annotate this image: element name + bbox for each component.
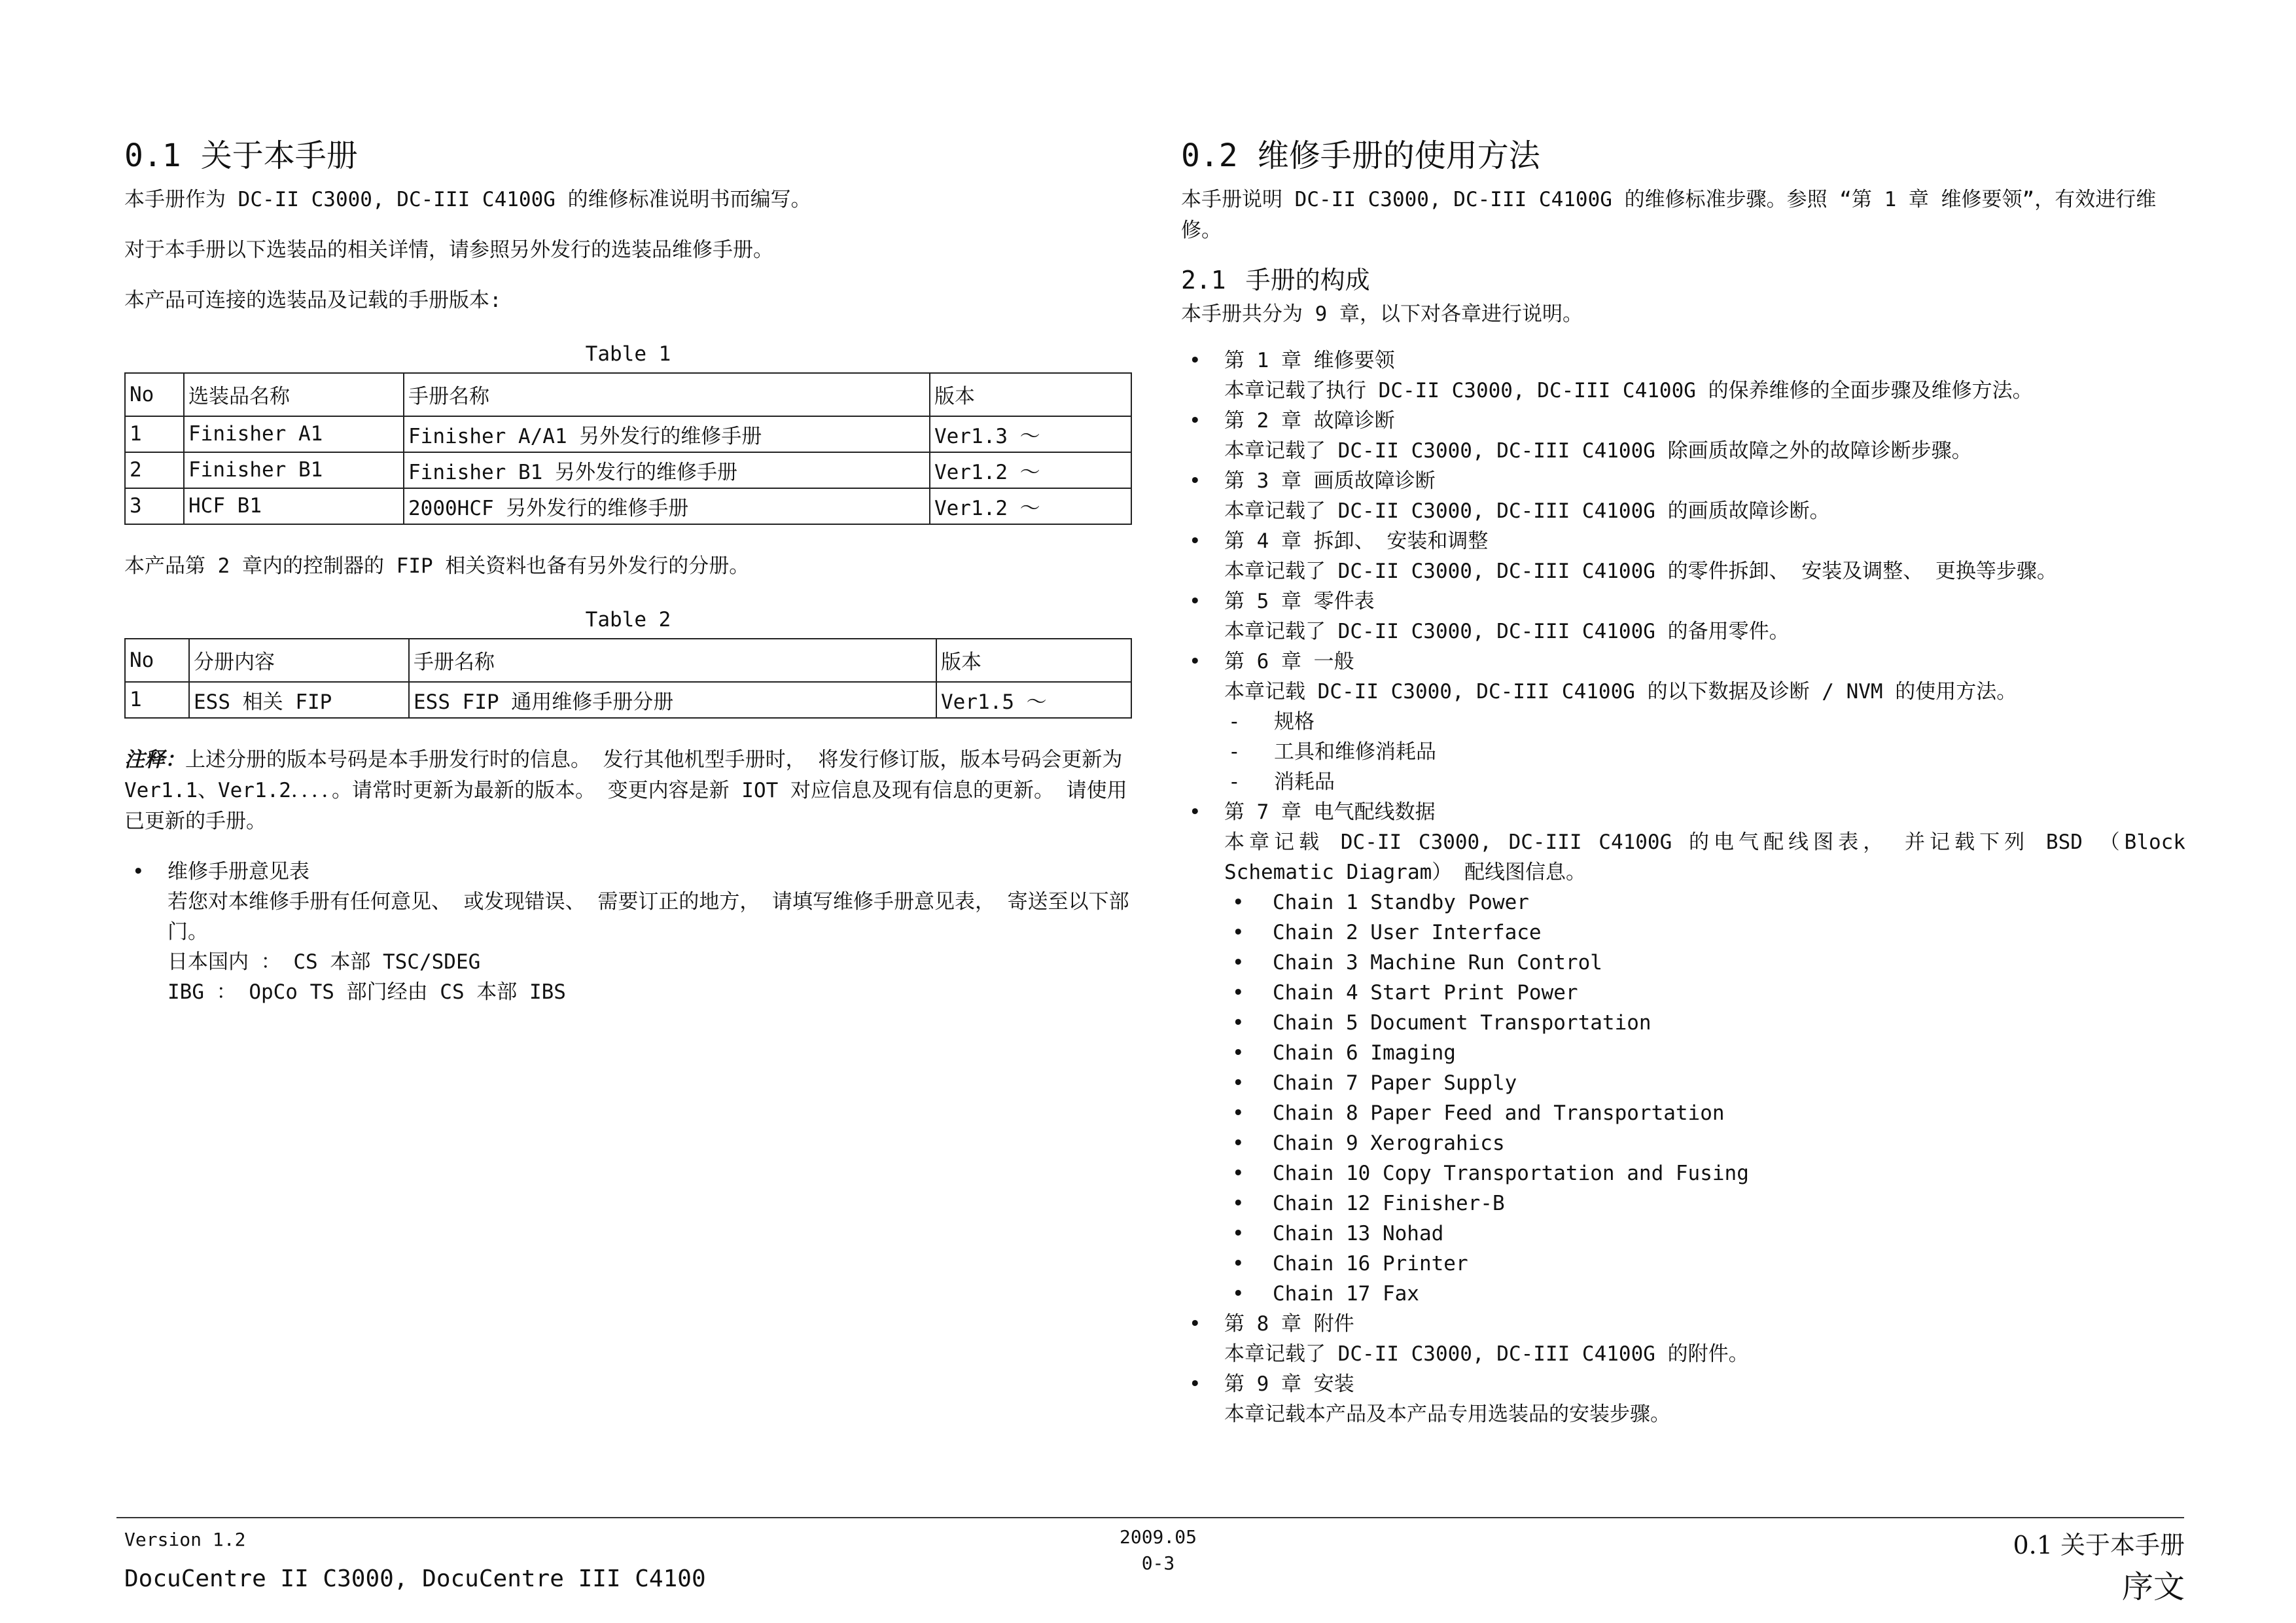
list-item: • Chain 16 Printer <box>1224 1249 2185 1279</box>
table-cell: Finisher A/A1 另外发行的维修手册 <box>404 416 930 452</box>
table-row <box>125 682 1131 718</box>
table-cell: Ver1.2 ～ <box>930 488 1131 524</box>
list-item: • Chain 3 Machine Run Control <box>1224 948 2185 978</box>
chapter-desc: 本章记载了 DC-II C3000, DC-III C4100G 的零件拆卸、 安装及调整、 更换等步骤。 <box>1224 560 2057 584</box>
connectable-paragraph: 本产品可连接的选装品及记载的手册版本: <box>124 288 502 312</box>
list-item: • Chain 4 Start Print Power <box>1224 978 2185 1008</box>
table-header-cell: 选装品名称 <box>184 373 404 416</box>
table2-caption: Table 2 <box>585 607 671 632</box>
list-item: • Chain 17 Fax <box>1224 1279 2185 1309</box>
table-cell: 3 <box>125 488 184 524</box>
list-item <box>1181 1309 2185 1369</box>
footer-chapter: 序文 <box>2121 1569 2185 1605</box>
general-sublist <box>1224 707 2185 797</box>
footer-date: 2009.05 <box>1119 1526 1197 1548</box>
feedback-title: • 维修手册意见表 <box>168 859 309 883</box>
feedback-text: 若您对本维修手册有任何意见、 或发现错误、 需要订正的地方， 请填写维修手册意见表， 寄送至以下部门。 <box>168 889 1129 944</box>
chapter-title: • 第 3 章 画质故障诊断 <box>1224 469 1436 493</box>
chapter-desc: 本章记载了 DC-II C3000, DC-III C4100G 除画质故障之外的故障诊断步骤。 <box>1224 439 1972 463</box>
chapter-title: • 第 6 章 一般 <box>1224 650 1354 674</box>
feedback-japan: 日本国内 ： CS 本部 TSC/SDEG <box>168 950 481 974</box>
list-item <box>1181 466 2185 526</box>
list-item: • Chain 6 Imaging <box>1224 1038 2185 1068</box>
subsection-heading-2-1 <box>1181 266 2185 296</box>
chapter-title: • 第 1 章 维修要领 <box>1224 349 1395 373</box>
right-column <box>1181 137 2185 1429</box>
chapter-desc: 本章记载了 DC-II C3000, DC-III C4100G 的画质故障诊断。 <box>1224 499 1830 524</box>
table1-caption: Table 1 <box>585 342 671 366</box>
chapter-title: • 第 5 章 零件表 <box>1224 590 1375 614</box>
list-item: - 工具和维修消耗品 <box>1224 737 2185 767</box>
list-item: • Chain 1 Standby Power <box>1224 887 2185 918</box>
note-text: 上述分册的版本号码是本手册发行时的信息。 发行其他机型手册时， 将发行修订版，版本号码会更新为 Ver1.1、Ver1.2．．．．。请常时更新为最新的版本。 变更内容是新 IOT 对应信息及现有信息的更新。 请使用已更新的手册。 <box>124 747 1127 833</box>
table-header-cell: 手册名称 <box>409 639 936 682</box>
footer-product: DocuCentre II C3000, DocuCentre III C4100 <box>124 1565 706 1592</box>
chapter-title: • 第 4 章 拆卸、 安装和调整 <box>1224 529 1489 554</box>
table-header-row <box>125 639 1131 682</box>
table-header-cell: No <box>125 639 189 682</box>
section-heading-0-1 <box>124 137 1132 175</box>
note-paragraph <box>124 745 1132 837</box>
table-row <box>125 452 1131 488</box>
note-label: 注释： <box>124 747 185 772</box>
footer-section: 0.1 关于本手册 <box>2013 1531 2185 1560</box>
list-item: • Chain 9 Xerograhics <box>1224 1128 2185 1158</box>
table-header-cell: 版本 <box>936 639 1131 682</box>
structure-paragraph: 本手册共分为 9 章，以下对各章进行说明。 <box>1181 302 1583 327</box>
list-item <box>1181 346 2185 406</box>
heading-number: 0.1 <box>124 137 181 174</box>
chain-list <box>1224 887 2185 1309</box>
table-header-cell: 手册名称 <box>404 373 930 416</box>
list-item: • Chain 13 Nohad <box>1224 1219 2185 1249</box>
table-cell: 1 <box>125 682 189 718</box>
list-item <box>1181 647 2185 797</box>
table-header-cell: 分册内容 <box>189 639 409 682</box>
chapter-desc: 本章记载了执行 DC-II C3000, DC-III C4100G 的保养维修的全面步骤及维修方法。 <box>1224 379 2033 403</box>
list-item: • Chain 12 Finisher-B <box>1224 1188 2185 1219</box>
intro-paragraph: 本手册作为 DC-II C3000, DC-III C4100G 的维修标准说明书而编写。 <box>124 187 811 211</box>
list-item: • Chain 10 Copy Transportation and Fusing <box>1224 1158 2185 1188</box>
chapter-title: • 第 9 章 安装 <box>1224 1372 1354 1397</box>
table-header-cell: No <box>125 373 184 416</box>
feedback-ibg: IBG ： OpCo TS 部门经由 CS 本部 IBS <box>168 980 566 1004</box>
list-item <box>1181 797 2185 1309</box>
list-item <box>124 857 1132 1007</box>
list-item: • Chain 7 Paper Supply <box>1224 1068 2185 1098</box>
feedback-list <box>124 857 1132 1007</box>
subheading-number: 2.1 <box>1181 265 1226 294</box>
left-column <box>124 137 1132 1007</box>
heading-text: 关于本手册 <box>200 137 358 174</box>
chapter-title: • 第 2 章 故障诊断 <box>1224 409 1395 433</box>
options-paragraph: 对于本手册以下选装品的相关详情，请参照另外发行的选装品维修手册。 <box>124 238 773 262</box>
table-cell: Finisher B1 <box>184 452 404 488</box>
table-row <box>125 488 1131 524</box>
table-cell: Ver1.2 ～ <box>930 452 1131 488</box>
table-header-cell: 版本 <box>930 373 1131 416</box>
table-cell: HCF B1 <box>184 488 404 524</box>
list-item: - 消耗品 <box>1224 767 2185 797</box>
table-header-row <box>125 373 1131 416</box>
list-item: • Chain 5 Document Transportation <box>1224 1008 2185 1038</box>
table-cell: 2 <box>125 452 184 488</box>
list-item: • Chain 2 User Interface <box>1224 918 2185 948</box>
list-item: - 规格 <box>1224 707 2185 737</box>
chapter-title: • 第 8 章 附件 <box>1224 1312 1354 1336</box>
table-cell: ESS FIP 通用维修手册分册 <box>409 682 936 718</box>
list-item <box>1181 586 2185 647</box>
table2 <box>124 638 1132 719</box>
table-cell: Finisher A1 <box>184 416 404 452</box>
chapter-desc: 本章记载了 DC-II C3000, DC-III C4100G 的附件。 <box>1224 1342 1749 1366</box>
table-cell: Ver1.3 ～ <box>930 416 1131 452</box>
footer-version: Version 1.2 <box>124 1529 246 1550</box>
list-item: • Chain 8 Paper Feed and Transportation <box>1224 1098 2185 1128</box>
table-cell: 1 <box>125 416 184 452</box>
chapter-desc: 本章记载本产品及本产品专用选装品的安装步骤。 <box>1224 1402 1670 1427</box>
list-item <box>1181 526 2185 586</box>
footer-page-number: 0-3 <box>1141 1552 1175 1574</box>
chapter-desc: 本章记载 DC-II C3000, DC-III C4100G 的以下数据及诊断 / NVM 的使用方法。 <box>1224 680 2017 704</box>
table-cell: Ver1.5 ～ <box>936 682 1131 718</box>
footer-divider <box>116 1517 2184 1518</box>
usage-paragraph: 本手册说明 DC-II C3000, DC-III C4100G 的维修标准步骤。参照 “第 1 章 维修要领”，有效进行维修。 <box>1181 187 2157 242</box>
fip-paragraph: 本产品第 2 章内的控制器的 FIP 相关资料也备有另外发行的分册。 <box>124 554 750 578</box>
heading-text: 维修手册的使用方法 <box>1257 137 1540 174</box>
chapter-title: • 第 7 章 电气配线数据 <box>1224 800 1436 825</box>
subheading-text: 手册的构成 <box>1245 265 1370 294</box>
table-row <box>125 416 1131 452</box>
chapter-desc: 本章记载 DC-II C3000, DC-III C4100G 的电气配线图表， 并记载下列 BSD （Block Schematic Diagram） 配线图信息。 <box>1224 830 2185 885</box>
heading-number: 0.2 <box>1181 137 1238 174</box>
list-item <box>1181 406 2185 466</box>
table1 <box>124 372 1132 525</box>
table-cell: ESS 相关 FIP <box>189 682 409 718</box>
section-heading-0-2 <box>1181 137 2185 175</box>
table-cell: 2000HCF 另外发行的维修手册 <box>404 488 930 524</box>
list-item <box>1181 1369 2185 1429</box>
chapter-list <box>1181 346 2185 1429</box>
chapter-desc: 本章记载了 DC-II C3000, DC-III C4100G 的备用零件。 <box>1224 620 1790 644</box>
table-cell: Finisher B1 另外发行的维修手册 <box>404 452 930 488</box>
